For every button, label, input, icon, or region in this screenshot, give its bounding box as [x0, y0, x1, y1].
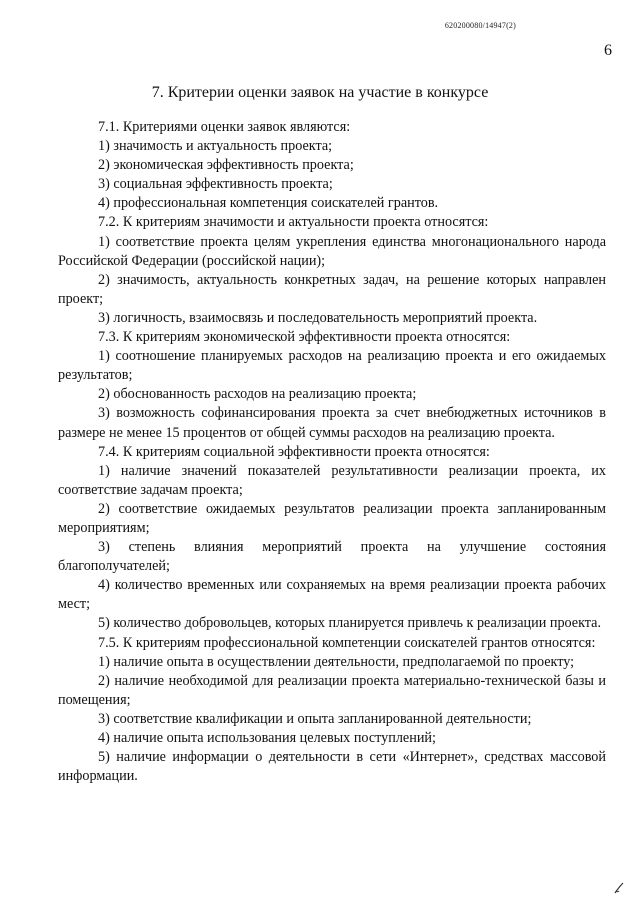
paragraph-7-2: 7.2. К критериям значимости и актуальности проекта относятся:: [98, 214, 489, 231]
list-item: 3) степень влияния мероприятий проекта на улучшение состояния благополучателей;: [58, 539, 606, 575]
document-body: [58, 118, 606, 786]
list-item: 3) возможность софинансирования проекта за счет внебюджетных источников в размере не менее 15 процентов от общей суммы расходов на реализацию проекта.: [58, 405, 606, 441]
list-item: 4) количество временных или сохраняемых на время реализации проекта рабочих мест;: [58, 577, 606, 613]
list-item: 2) наличие необходимой для реализации проекта материально-технической базы и помещения;: [58, 672, 606, 708]
page-number: 6: [604, 42, 612, 59]
list-item: 1) значимость и актуальность проекта;: [98, 138, 333, 155]
list-item: 5) количество добровольцев, которых планируется привлечь к реализации проекта.: [98, 615, 602, 632]
list-item: 4) наличие опыта использования целевых поступлений;: [98, 730, 436, 746]
list-item: 5) наличие информации о деятельности в сети «Интернет», средствах массовой информации.: [58, 749, 606, 785]
list-item: 2) соответствие ожидаемых результатов реализации проекта запланированным мероприятиям;: [58, 500, 606, 536]
list-item: 3) логичность, взаимосвязь и последовательность мероприятий проекта.: [98, 309, 538, 326]
list-item: 3) социальная эффективность проекта;: [98, 176, 333, 193]
paragraph-7-4: 7.4. К критериям социальной эффективности проекта относятся:: [98, 443, 490, 460]
list-item: 2) обоснованность расходов на реализацию проекта;: [98, 386, 417, 403]
paragraph-7-1: 7.1. Критериями оценки заявок являются:: [98, 119, 351, 135]
paragraph-7-3: 7.3. К критериям экономической эффективности проекта относятся:: [98, 329, 511, 346]
list-item: 1) соответствие проекта целям укрепления единства многонационального народа Российской Федерации (российской нации);: [58, 233, 606, 269]
paragraph-7-5: 7.5. К критериям профессиональной компетенции соискателей грантов относятся:: [98, 634, 596, 651]
list-item: 1) наличие опыта в осуществлении деятельности, предполагаемой по проекту;: [98, 653, 575, 670]
list-item: 2) экономическая эффективность проекта;: [98, 157, 354, 174]
ink-mark-icon: [612, 881, 626, 895]
list-item: 1) соотношение планируемых расходов на реализацию проекта и его ожидаемых результатов;: [58, 348, 606, 384]
list-item: 1) наличие значений показателей результативности реализации проекта, их соответствие задачам проекта;: [58, 462, 606, 498]
list-item: 4) профессиональная компетенция соискателей грантов.: [98, 195, 439, 212]
list-item: 2) значимость, актуальность конкретных задач, на решение которых направлен проект;: [58, 271, 606, 307]
section-title: 7. Критерии оценки заявок на участие в конкурсе: [151, 84, 489, 101]
list-item: 3) соответствие квалификации и опыта запланированной деятельности;: [98, 710, 532, 727]
document-code: 620200080/14947(2): [444, 21, 516, 30]
